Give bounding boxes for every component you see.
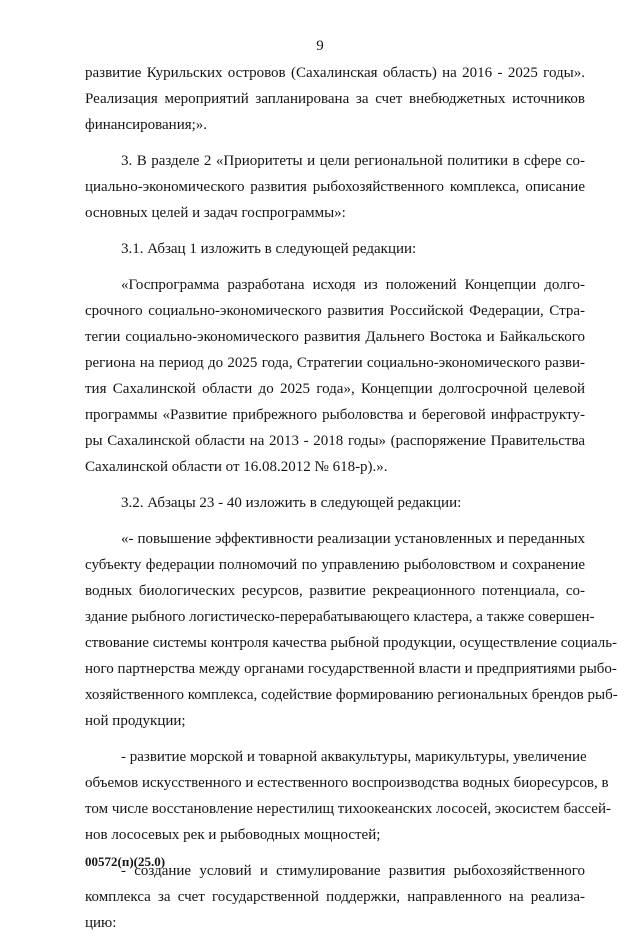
text-line: тегии социально-экономического развития Дальнего Востока и Байкальского (85, 329, 585, 345)
text-line: срочного социально-экономического развития Российской Федерации, Стра- (85, 303, 585, 319)
text-line: цию: (85, 915, 117, 931)
paragraph (85, 744, 611, 848)
text-line: циально-экономического развития рыбохозяйственного комплекса, описание (85, 179, 585, 195)
text-line: водных биологических ресурсов, развитие рекреационного потенциала, со- (85, 583, 585, 599)
text-line: 3.1. Абзац 1 изложить в следующей редакции: (121, 241, 417, 257)
text-line: ного партнерства между органами государственной власти и предприятиями рыбо- (85, 661, 617, 677)
text-line: - развитие морской и товарной аквакультуры, марикультуры, увеличение (121, 749, 587, 765)
text-line: субъекту федерации полномочий по управлению рыболовством и сохранение (85, 557, 585, 573)
paragraph-gap (85, 226, 585, 236)
paragraph-gap (85, 138, 585, 148)
paragraph-gap (85, 480, 585, 490)
text-line: ной продукции; (85, 713, 186, 729)
text-line: региона на период до 2025 года, Стратегии социально-экономического разви- (85, 355, 585, 371)
text-line: ры Сахалинской области на 2013 - 2018 годы» (распоряжение Правительства (85, 433, 585, 449)
text-line: тия Сахалинской области до 2025 года», Концепции долгосрочной целевой (85, 381, 585, 397)
text-line: здание рыбного логистическо-перерабатывающего кластера, а также совершен- (85, 609, 595, 625)
text-line: 3.2. Абзацы 23 - 40 изложить в следующей редакции: (121, 495, 462, 511)
document-code: 00572(п)(25.0) (85, 854, 166, 869)
text-line: нов лососевых рек и рыбоводных мощностей; (85, 827, 381, 843)
text-line: 3. В разделе 2 «Приоритеты и цели региональной политики в сфере со- (121, 153, 585, 169)
paragraph (85, 60, 585, 138)
text-line: «Госпрограмма разработана исходя из положений Концепции долго- (121, 277, 585, 293)
text-line: объемов искусственного и естественного воспроизводства водных биоресурсов, в (85, 775, 609, 791)
paragraph-gap (85, 262, 585, 272)
text-line: «- повышение эффективности реализации установленных и переданных (121, 531, 585, 547)
document-body (85, 60, 618, 936)
paragraph (85, 526, 618, 734)
text-line: основных целей и задач госпрограммы»: (85, 205, 346, 221)
text-line: Сахалинской области от 16.08.2012 № 618-р).». (85, 459, 388, 475)
text-line: ствование системы контроля качества рыбной продукции, осуществление социаль- (85, 635, 618, 651)
text-line: Реализация мероприятий запланирована за счет внебюджетных источников (85, 91, 585, 107)
text-line: комплекса за счет государственной поддержки, направленного на реализа- (85, 889, 585, 905)
text-line: - создание условий и стимулирование развития рыбохозяйственного (121, 863, 585, 879)
paragraph (85, 272, 585, 480)
text-line: финансирования;». (85, 117, 208, 133)
paragraph-gap (85, 516, 585, 526)
paragraph (85, 490, 585, 516)
text-line: хозяйственного комплекса, содействие формированию региональных брендов рыб- (85, 687, 618, 703)
text-line: развитие Курильских островов (Сахалинская область) на 2016 - 2025 годы». (85, 65, 585, 81)
paragraph-gap (85, 734, 585, 744)
text-line: программы «Развитие прибрежного рыболовства и береговой инфраструкту- (85, 407, 585, 423)
paragraph (85, 236, 585, 262)
page-number: 9 (316, 38, 324, 54)
paragraph (85, 148, 585, 226)
text-line: том числе восстановление нерестилищ тихоокеанских лососей, экосистем бассей- (85, 801, 611, 817)
